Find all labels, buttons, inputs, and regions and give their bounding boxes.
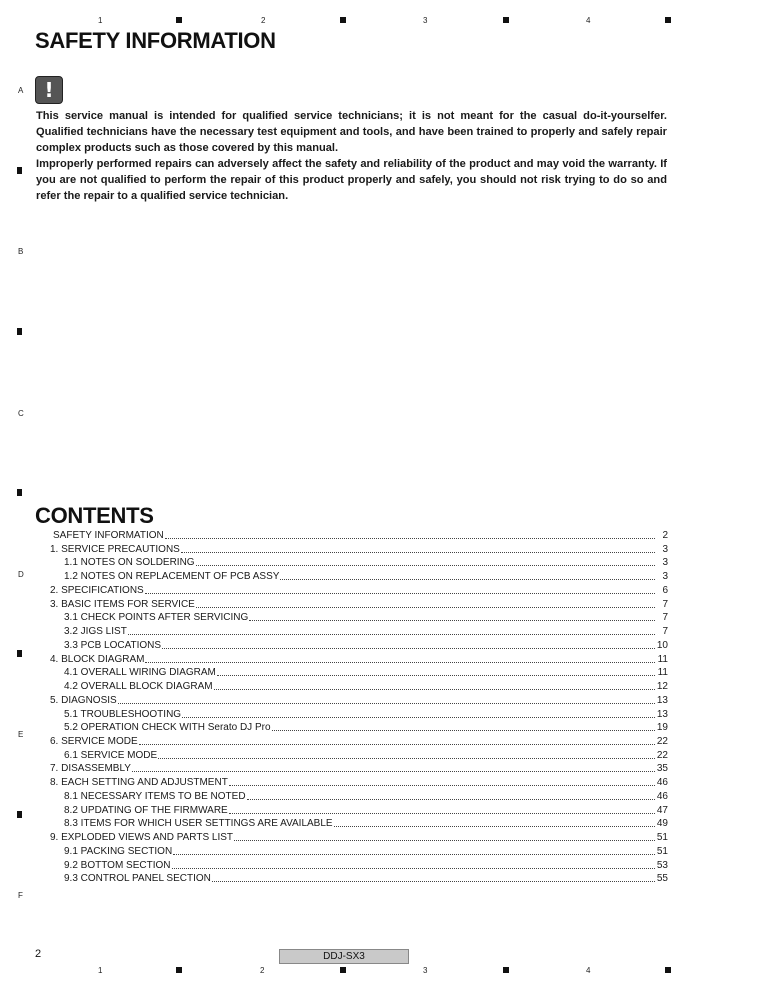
toc-entry[interactable] <box>50 762 668 776</box>
toc-entry-page: 12 <box>656 681 668 693</box>
row-letter-e: E <box>18 730 24 739</box>
toc-entry-page: 11 <box>657 667 668 679</box>
toc-entry-label: 6.1 SERVICE MODE <box>64 749 158 761</box>
toc-entry[interactable] <box>50 776 668 790</box>
toc-entry-label: 9. EXPLODED VIEWS AND PARTS LIST <box>50 832 234 844</box>
toc-leader-dots <box>173 845 655 855</box>
toc-leader-dots <box>229 804 655 814</box>
toc-leader-dots <box>234 831 655 841</box>
toc-entry-page: 3 <box>662 557 668 569</box>
toc-entry-page: 13 <box>656 708 668 720</box>
toc-entry-page: 35 <box>656 763 668 775</box>
toc-leader-dots <box>217 666 655 676</box>
toc-entry[interactable] <box>50 831 668 845</box>
frame-marker <box>503 967 509 973</box>
toc-entry[interactable] <box>50 708 668 722</box>
toc-entry-label: 4.2 OVERALL BLOCK DIAGRAM <box>64 681 213 693</box>
toc-entry-label: 8. EACH SETTING AND ADJUSTMENT <box>50 777 228 789</box>
toc-entry-page: 46 <box>656 790 668 802</box>
toc-leader-dots <box>280 570 655 580</box>
toc-entry[interactable] <box>50 543 668 557</box>
toc-entry-label: 3.1 CHECK POINTS AFTER SERVICING <box>64 612 249 624</box>
toc-leader-dots <box>118 694 655 704</box>
toc-leader-dots <box>249 611 655 621</box>
toc-entry-label: 5.1 TROUBLESHOOTING <box>64 708 182 720</box>
toc-entry[interactable] <box>50 845 668 859</box>
toc-entry[interactable] <box>50 721 668 735</box>
toc-leader-dots <box>196 556 655 566</box>
row-letter-c: C <box>18 409 24 418</box>
frame-marker <box>176 967 182 973</box>
toc-entry-label: 3.3 PCB LOCATIONS <box>64 639 162 651</box>
toc-entry[interactable] <box>50 804 668 818</box>
safety-information-title: SAFETY INFORMATION <box>35 28 276 53</box>
frame-marker <box>17 811 22 818</box>
exclamation-icon: ! <box>35 76 63 104</box>
frame-marker <box>17 650 22 657</box>
toc-entry-page: 49 <box>656 818 668 830</box>
table-of-contents <box>50 529 668 886</box>
column-number-4: 4 <box>586 966 591 975</box>
toc-leader-dots <box>165 529 655 539</box>
toc-entry-page: 11 <box>657 653 668 665</box>
toc-leader-dots <box>196 598 655 608</box>
contents-title: CONTENTS <box>35 503 154 528</box>
toc-entry-label: 6. SERVICE MODE <box>50 736 138 748</box>
toc-entry-page: 47 <box>656 804 668 816</box>
frame-marker <box>340 967 346 973</box>
toc-entry-label: 4. BLOCK DIAGRAM <box>50 653 145 665</box>
toc-entry-page: 19 <box>656 722 668 734</box>
toc-entry-page: 7 <box>662 598 668 610</box>
toc-entry[interactable] <box>50 611 668 625</box>
row-letter-d: D <box>18 570 24 579</box>
toc-entry[interactable] <box>50 598 668 612</box>
column-number-4: 4 <box>586 16 591 25</box>
toc-entry-page: 7 <box>662 626 668 638</box>
model-label: DDJ-SX3 <box>279 949 409 964</box>
toc-entry-page: 6 <box>662 584 668 596</box>
frame-marker <box>665 17 671 23</box>
frame-marker <box>17 489 22 496</box>
toc-entry-page: 2 <box>662 530 668 541</box>
frame-marker <box>340 17 346 23</box>
toc-entry[interactable] <box>50 817 668 831</box>
toc-leader-dots <box>247 790 655 800</box>
toc-entry-page: 22 <box>656 736 668 748</box>
toc-entry-label: 1. SERVICE PRECAUTIONS <box>50 543 180 555</box>
toc-entry-label: 5. DIAGNOSIS <box>50 694 117 706</box>
toc-entry[interactable] <box>50 639 668 653</box>
toc-entry-label: 9.2 BOTTOM SECTION <box>64 859 171 871</box>
toc-entry-page: 46 <box>656 777 668 789</box>
page-number: 2 <box>35 948 42 960</box>
toc-entry-label: 5.2 OPERATION CHECK WITH Serato DJ Pro <box>64 722 271 734</box>
toc-entry-page: 51 <box>656 845 668 857</box>
row-letter-a: A <box>18 86 24 95</box>
column-number-3: 3 <box>423 966 428 975</box>
column-number-2: 2 <box>260 966 265 975</box>
toc-entry-label: 4.1 OVERALL WIRING DIAGRAM <box>64 667 216 679</box>
toc-entry-label: 8.2 UPDATING OF THE FIRMWARE <box>64 804 228 816</box>
frame-marker <box>665 967 671 973</box>
toc-entry-label: 8.1 NECESSARY ITEMS TO BE NOTED <box>64 790 246 802</box>
toc-leader-dots <box>172 859 656 869</box>
toc-leader-dots <box>229 776 655 786</box>
toc-entry[interactable] <box>50 872 668 886</box>
toc-entry-page: 53 <box>656 859 668 871</box>
toc-leader-dots <box>128 625 655 635</box>
column-number-1: 1 <box>98 16 103 25</box>
toc-leader-dots <box>158 749 655 759</box>
toc-entry-page: 55 <box>656 873 668 885</box>
toc-entry-label: 9.1 PACKING SECTION <box>64 845 173 857</box>
column-number-2: 2 <box>261 16 266 25</box>
safety-paragraph-2: Improperly performed repairs can adversely affect the safety and reliability of the product and may void the warranty. If you are not qualified to perform the repair of this product properly and safely, you should not risk trying to do so and refer the repair to a qualified service technician. <box>36 158 667 202</box>
toc-entry[interactable] <box>50 653 668 667</box>
toc-entry-page: 3 <box>662 543 668 555</box>
toc-entry-label: 7. DISASSEMBLY <box>50 763 131 775</box>
column-number-1: 1 <box>98 966 103 975</box>
toc-leader-dots <box>139 735 655 745</box>
column-number-3: 3 <box>423 16 428 25</box>
toc-entry[interactable] <box>50 570 668 584</box>
frame-marker <box>176 17 182 23</box>
toc-entry-label: 3. BASIC ITEMS FOR SERVICE <box>50 598 195 610</box>
toc-entry[interactable] <box>50 790 668 804</box>
toc-leader-dots <box>182 708 655 718</box>
toc-entry-page: 13 <box>656 694 668 706</box>
toc-entry-page: 51 <box>656 832 668 844</box>
safety-paragraph-1: This service manual is intended for qualified service technicians; it is not meant for the casual do-it-yourselfer. Qualified technicians have the necessary test equipment and tools, and have been trained to properly and safely repair complex products such as those covered by this manual. <box>36 110 667 154</box>
toc-entry[interactable] <box>50 556 668 570</box>
toc-leader-dots <box>145 653 655 663</box>
toc-entry-label: 1.1 NOTES ON SOLDERING <box>64 557 195 569</box>
toc-entry-label: 3.2 JIGS LIST <box>64 626 127 638</box>
frame-marker <box>17 167 22 174</box>
toc-leader-dots <box>132 762 655 772</box>
toc-entry[interactable] <box>50 694 668 708</box>
toc-entry-label: SAFETY INFORMATION <box>53 530 164 541</box>
toc-leader-dots <box>181 543 655 553</box>
toc-entry[interactable] <box>50 529 668 543</box>
toc-entry-page: 10 <box>656 639 668 651</box>
toc-entry-page: 7 <box>662 612 668 624</box>
toc-entry[interactable] <box>50 625 668 639</box>
toc-entry-label: 2. SPECIFICATIONS <box>50 584 144 596</box>
toc-entry[interactable] <box>50 859 668 873</box>
toc-entry[interactable] <box>50 666 668 680</box>
row-letter-f: F <box>18 891 23 900</box>
toc-entry[interactable] <box>50 749 668 763</box>
toc-leader-dots <box>272 721 655 731</box>
toc-entry[interactable] <box>50 735 668 749</box>
toc-entry-label: 9.3 CONTROL PANEL SECTION <box>64 873 211 885</box>
toc-entry[interactable] <box>50 584 668 598</box>
frame-marker <box>17 328 22 335</box>
toc-entry-page: 22 <box>656 749 668 761</box>
toc-leader-dots <box>145 584 655 594</box>
toc-entry-label: 1.2 NOTES ON REPLACEMENT OF PCB ASSY <box>64 571 280 583</box>
toc-leader-dots <box>214 680 655 690</box>
frame-marker <box>503 17 509 23</box>
toc-leader-dots <box>334 817 655 827</box>
toc-entry[interactable] <box>50 680 668 694</box>
toc-leader-dots <box>162 639 655 649</box>
toc-entry-label: 8.3 ITEMS FOR WHICH USER SETTINGS ARE AVAILABLE <box>64 818 333 830</box>
toc-entry-page: 3 <box>662 571 668 583</box>
toc-leader-dots <box>212 872 655 882</box>
row-letter-b: B <box>18 247 24 256</box>
